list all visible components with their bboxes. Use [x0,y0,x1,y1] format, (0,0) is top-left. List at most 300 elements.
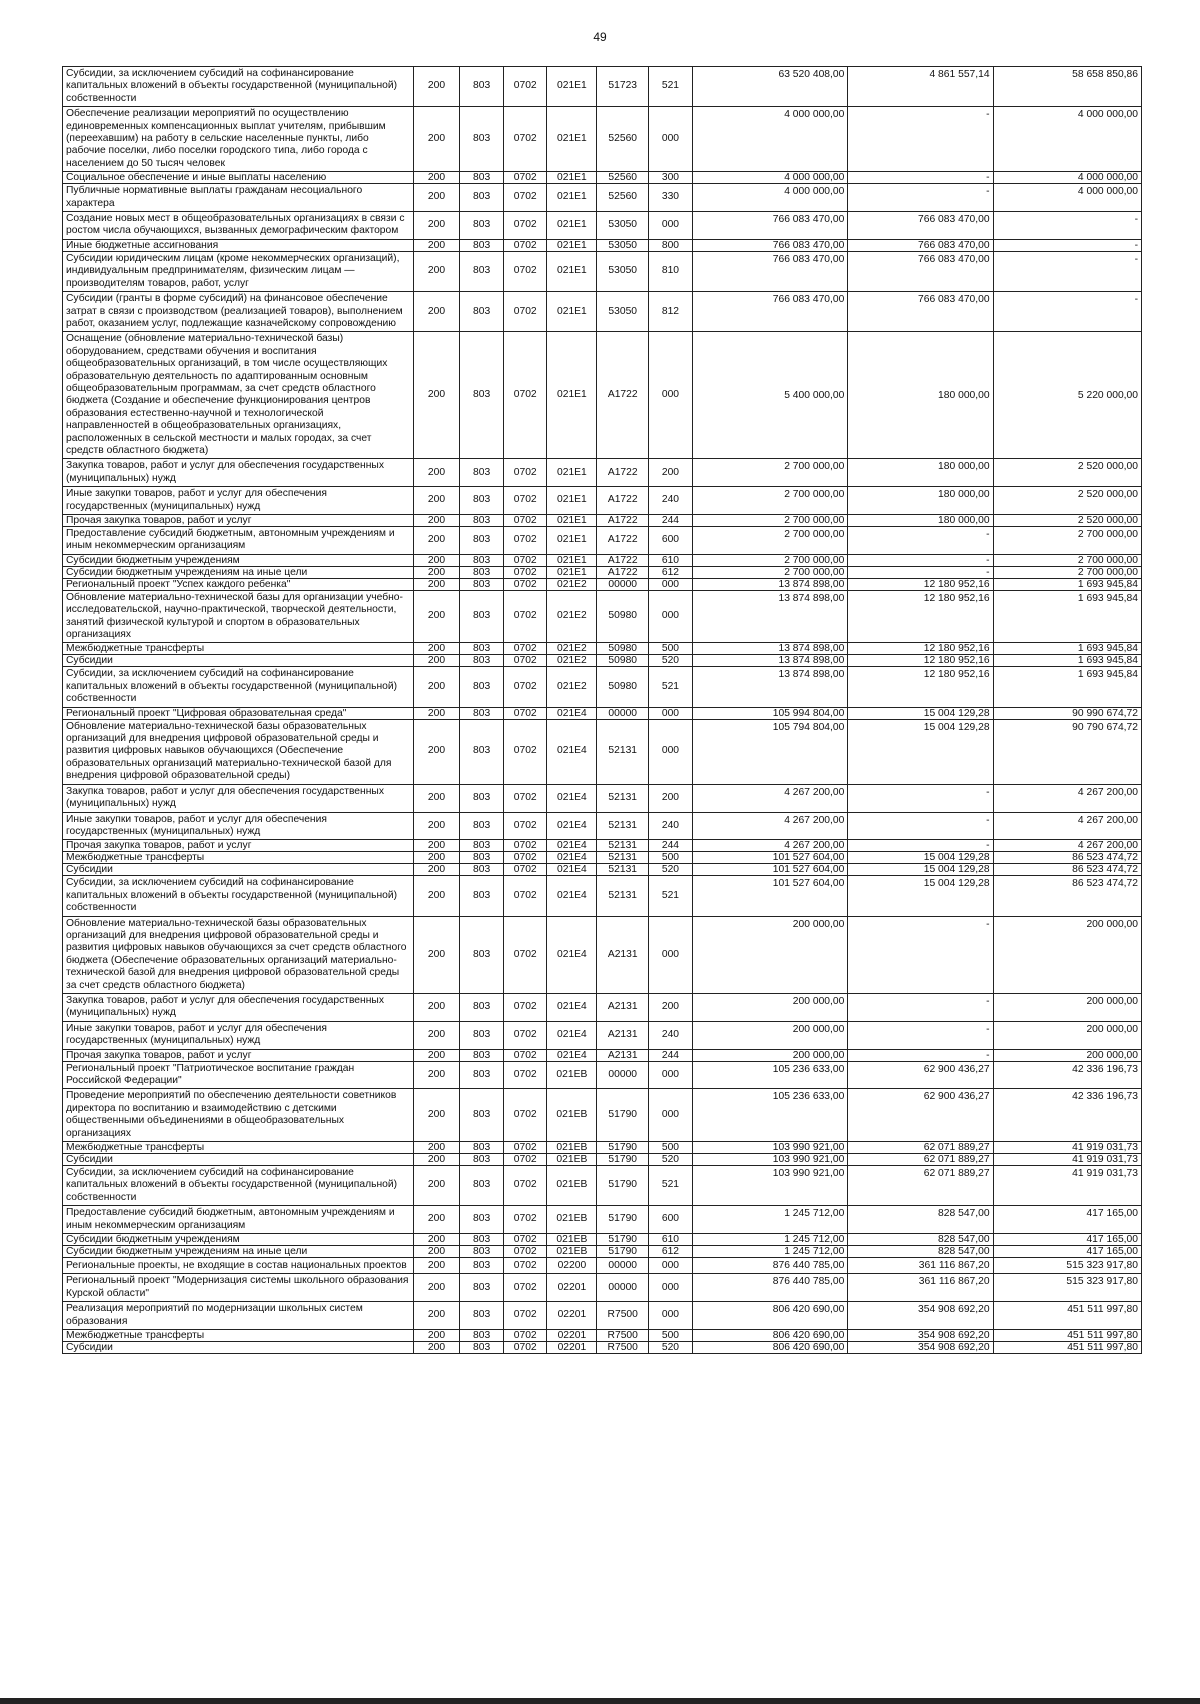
table-row [63,1246,1142,1258]
code-cell: 803 [460,916,504,993]
amount-cell: 4 267 200,00 [993,812,1141,840]
code-cell: 803 [460,554,504,566]
code-cell: 51790 [597,1142,649,1154]
code-cell: 021EB [547,1246,597,1258]
row-name: Иные закупки товаров, работ и услуг для обеспечения государственных (муниципальных) нужд [63,1021,414,1049]
code-cell: 200 [413,707,460,719]
code-cell: 803 [460,251,504,291]
code-cell: 0702 [503,643,547,655]
table-row [63,459,1142,487]
code-cell: 803 [460,1049,504,1061]
code-cell: 021E1 [547,487,597,515]
amount-cell: 4 000 000,00 [993,184,1141,212]
row-name: Межбюджетные трансферты [63,1142,414,1154]
code-cell: 021E4 [547,840,597,852]
amount-cell: 105 236 633,00 [692,1061,848,1089]
amount-cell: 101 527 604,00 [692,876,848,916]
page-number: 49 [593,30,607,44]
code-cell: 021EB [547,1089,597,1142]
amount-cell: 4 861 557,14 [848,67,993,107]
code-cell: 200 [413,1206,460,1234]
code-cell: 200 [413,864,460,876]
row-name: Обновление материально-технической базы образовательных организаций для внедрения цифровой образовательной среды и развития цифровых навыков обучающихся (Обеспечение образовательных организаций материально-технической базой для внедрения цифровой образовательной среды) [63,719,414,784]
code-cell: 0702 [503,172,547,184]
code-cell: 244 [649,515,693,527]
amount-cell: - [993,251,1141,291]
code-cell: 803 [460,864,504,876]
table-row [63,1089,1142,1142]
amount-cell: 180 000,00 [848,332,993,459]
table-row [63,554,1142,566]
code-cell: 0702 [503,1061,547,1089]
table-row [63,1061,1142,1089]
code-cell: 521 [649,876,693,916]
code-cell: 021E1 [547,184,597,212]
amount-cell: 90 790 674,72 [993,719,1141,784]
code-cell: A1722 [597,515,649,527]
code-cell: 200 [413,1234,460,1246]
table-row [63,212,1142,240]
row-name: Иные закупки товаров, работ и услуг для обеспечения государственных (муниципальных) нужд [63,812,414,840]
code-cell: 00000 [597,578,649,590]
amount-cell: 4 267 200,00 [993,840,1141,852]
code-cell: 803 [460,527,504,555]
code-cell: 330 [649,184,693,212]
code-cell: 244 [649,1049,693,1061]
code-cell: 803 [460,292,504,332]
amount-cell: - [848,784,993,812]
code-cell: 521 [649,667,693,707]
code-cell: 52131 [597,719,649,784]
table-row [63,184,1142,212]
code-cell: A1722 [597,566,649,578]
code-cell: 610 [649,554,693,566]
table-row [63,852,1142,864]
amount-cell: 2 700 000,00 [993,566,1141,578]
code-cell: 200 [413,251,460,291]
code-cell: 0702 [503,67,547,107]
code-cell: 200 [413,1330,460,1342]
table-row [63,1330,1142,1342]
row-name: Субсидии бюджетным учреждениям [63,1234,414,1246]
amount-cell: 1 245 712,00 [692,1246,848,1258]
code-cell: 0702 [503,459,547,487]
amount-cell: 766 083 470,00 [848,292,993,332]
amount-cell: 63 520 408,00 [692,67,848,107]
code-cell: 51790 [597,1206,649,1234]
code-cell: 52131 [597,840,649,852]
code-cell: 0702 [503,1154,547,1166]
row-name: Прочая закупка товаров, работ и услуг [63,515,414,527]
amount-cell: 515 323 917,80 [993,1274,1141,1302]
code-cell: 51790 [597,1166,649,1206]
table-row [63,292,1142,332]
amount-cell: 5 400 000,00 [692,332,848,459]
code-cell: 200 [413,1061,460,1089]
code-cell: 200 [413,1246,460,1258]
row-name: Субсидии (гранты в форме субсидий) на финансовое обеспечение затрат в связи с производством (реализацией товаров), выполнением работ, оказанием услуг, подлежащие казначейскому сопровождению [63,292,414,332]
code-cell: 52131 [597,784,649,812]
code-cell: 200 [413,784,460,812]
code-cell: 803 [460,1274,504,1302]
code-cell: 200 [413,515,460,527]
code-cell: 200 [413,459,460,487]
amount-cell: 13 874 898,00 [692,655,848,667]
code-cell: 240 [649,1021,693,1049]
code-cell: 000 [649,578,693,590]
code-cell: 50980 [597,643,649,655]
code-cell: 200 [649,784,693,812]
code-cell: 021E2 [547,655,597,667]
code-cell: 600 [649,1206,693,1234]
amount-cell: 15 004 129,28 [848,876,993,916]
code-cell: 50980 [597,590,649,643]
table-row [63,1234,1142,1246]
code-cell: 803 [460,590,504,643]
row-name: Региональный проект "Модернизация системы школьного образования Курской области" [63,1274,414,1302]
amount-cell: 2 700 000,00 [993,554,1141,566]
row-name: Обновление материально-технической базы образовательных организаций для внедрения цифровой образовательной среды и развития цифровых навыков обучающихся за счет средств областного бюджета (Обеспечение образовательных организаций материально-технической базой для внедрения цифровой образовательной среды за счет средств областного бюджета) [63,916,414,993]
code-cell: 0702 [503,1274,547,1302]
table-row [63,812,1142,840]
code-cell: A1722 [597,554,649,566]
table-row [63,1258,1142,1274]
code-cell: 803 [460,1021,504,1049]
amount-cell: 766 083 470,00 [692,239,848,251]
code-cell: 021E2 [547,643,597,655]
row-name: Субсидии бюджетным учреждениям на иные цели [63,1246,414,1258]
amount-cell: 4 267 200,00 [692,840,848,852]
code-cell: 02200 [547,1258,597,1274]
code-cell: 52131 [597,864,649,876]
code-cell: 521 [649,67,693,107]
code-cell: 200 [413,1089,460,1142]
code-cell: 200 [413,578,460,590]
code-cell: 500 [649,852,693,864]
budget-table [62,66,1142,1354]
code-cell: 0702 [503,667,547,707]
code-cell: 021EB [547,1234,597,1246]
code-cell: 53050 [597,292,649,332]
code-cell: 53050 [597,239,649,251]
code-cell: 610 [649,1234,693,1246]
amount-cell: 2 520 000,00 [993,487,1141,515]
amount-cell: 806 420 690,00 [692,1342,848,1354]
code-cell: 612 [649,1246,693,1258]
budget-table-sheet [62,66,1142,1354]
code-cell: 02201 [547,1342,597,1354]
code-cell: 000 [649,590,693,643]
code-cell: 803 [460,1302,504,1330]
row-name: Региональный проект "Патриотическое воспитание граждан Российской Федерации" [63,1061,414,1089]
code-cell: 240 [649,487,693,515]
amount-cell: 2 700 000,00 [993,527,1141,555]
code-cell: 021E4 [547,784,597,812]
amount-cell: 417 165,00 [993,1206,1141,1234]
amount-cell: 180 000,00 [848,487,993,515]
amount-cell: 4 000 000,00 [692,184,848,212]
code-cell: 200 [413,1342,460,1354]
amount-cell: 4 267 200,00 [692,784,848,812]
amount-cell: 1 693 945,84 [993,578,1141,590]
amount-cell: - [848,184,993,212]
code-cell: 0702 [503,1166,547,1206]
row-name: Иные закупки товаров, работ и услуг для обеспечения государственных (муниципальных) нужд [63,487,414,515]
amount-cell: - [993,292,1141,332]
code-cell: 021EB [547,1154,597,1166]
code-cell: 0702 [503,1089,547,1142]
code-cell: 0702 [503,1049,547,1061]
code-cell: 021E4 [547,852,597,864]
amount-cell: 2 700 000,00 [692,527,848,555]
row-name: Региональный проект "Успех каждого ребенка" [63,578,414,590]
code-cell: 500 [649,1142,693,1154]
code-cell: 520 [649,1154,693,1166]
amount-cell: 1 245 712,00 [692,1234,848,1246]
code-cell: 021EB [547,1061,597,1089]
amount-cell: 451 511 997,80 [993,1330,1141,1342]
code-cell: 803 [460,840,504,852]
amount-cell: 2 700 000,00 [692,487,848,515]
amount-cell: 828 547,00 [848,1206,993,1234]
code-cell: 200 [413,643,460,655]
code-cell: 51790 [597,1089,649,1142]
code-cell: A1722 [597,487,649,515]
code-cell: 803 [460,184,504,212]
amount-cell: 1 245 712,00 [692,1206,848,1234]
code-cell: 0702 [503,916,547,993]
code-cell: 200 [413,1142,460,1154]
code-cell: 520 [649,864,693,876]
amount-cell: 86 523 474,72 [993,852,1141,864]
code-cell: 021E1 [547,212,597,240]
amount-cell: 13 874 898,00 [692,643,848,655]
row-name: Субсидии [63,1154,414,1166]
code-cell: 021E2 [547,590,597,643]
amount-cell: 180 000,00 [848,515,993,527]
code-cell: 0702 [503,812,547,840]
code-cell: 0702 [503,515,547,527]
amount-cell: 766 083 470,00 [692,251,848,291]
row-name: Региональные проекты, не входящие в состав национальных проектов [63,1258,414,1274]
row-name: Предоставление субсидий бюджетным, автономным учреждениям и иным некоммерческим организациям [63,527,414,555]
amount-cell: 101 527 604,00 [692,852,848,864]
amount-cell: 200 000,00 [692,993,848,1021]
code-cell: 200 [413,655,460,667]
code-cell: 021E4 [547,1021,597,1049]
row-name: Субсидии [63,655,414,667]
amount-cell: - [848,527,993,555]
amount-cell: 4 000 000,00 [993,172,1141,184]
code-cell: 803 [460,1089,504,1142]
code-cell: A1722 [597,527,649,555]
row-name: Проведение мероприятий по обеспечению деятельности советников директора по воспитанию и взаимодействию с детскими общественными объединениями в общеобразовательных организациях [63,1089,414,1142]
code-cell: 803 [460,1246,504,1258]
amount-cell: 180 000,00 [848,459,993,487]
amount-cell: 12 180 952,16 [848,643,993,655]
amount-cell: 105 994 804,00 [692,707,848,719]
amount-cell: 105 236 633,00 [692,1089,848,1142]
code-cell: 0702 [503,1206,547,1234]
table-row [63,578,1142,590]
row-name: Предоставление субсидий бюджетным, автономным учреждениям и иным некоммерческим организациям [63,1206,414,1234]
code-cell: 803 [460,667,504,707]
code-cell: 021E4 [547,876,597,916]
amount-cell: 62 071 889,27 [848,1166,993,1206]
amount-cell: 15 004 129,28 [848,707,993,719]
row-name: Субсидии [63,1342,414,1354]
row-name: Закупка товаров, работ и услуг для обеспечения государственных (муниципальных) нужд [63,459,414,487]
code-cell: 200 [413,812,460,840]
table-row [63,993,1142,1021]
code-cell: 021E1 [547,172,597,184]
row-name: Субсидии бюджетным учреждениям [63,554,414,566]
table-row [63,590,1142,643]
code-cell: 50980 [597,655,649,667]
code-cell: 0702 [503,1302,547,1330]
code-cell: 0702 [503,566,547,578]
code-cell: 200 [413,1258,460,1274]
code-cell: 0702 [503,864,547,876]
code-cell: 51723 [597,67,649,107]
amount-cell: - [848,172,993,184]
code-cell: 021E1 [547,527,597,555]
amount-cell: - [993,239,1141,251]
table-row [63,566,1142,578]
code-cell: 52131 [597,876,649,916]
amount-cell: 200 000,00 [993,916,1141,993]
code-cell: 200 [413,1274,460,1302]
amount-cell: - [848,1049,993,1061]
code-cell: 0702 [503,239,547,251]
code-cell: 200 [413,590,460,643]
code-cell: 244 [649,840,693,852]
amount-cell: 417 165,00 [993,1234,1141,1246]
amount-cell: 2 700 000,00 [692,515,848,527]
table-row [63,667,1142,707]
code-cell: 02201 [547,1274,597,1302]
code-cell: 803 [460,643,504,655]
amount-cell: 451 511 997,80 [993,1302,1141,1330]
code-cell: 803 [460,655,504,667]
amount-cell: 876 440 785,00 [692,1274,848,1302]
amount-cell: 828 547,00 [848,1234,993,1246]
row-name: Закупка товаров, работ и услуг для обеспечения государственных (муниципальных) нужд [63,993,414,1021]
amount-cell: 354 908 692,20 [848,1342,993,1354]
table-row [63,172,1142,184]
amount-cell: 876 440 785,00 [692,1258,848,1274]
code-cell: 200 [649,993,693,1021]
code-cell: 200 [413,840,460,852]
code-cell: 200 [413,1049,460,1061]
code-cell: R7500 [597,1342,649,1354]
amount-cell: 42 336 196,73 [993,1089,1141,1142]
code-cell: 0702 [503,1330,547,1342]
code-cell: 200 [413,292,460,332]
amount-cell: 13 874 898,00 [692,667,848,707]
code-cell: 53050 [597,251,649,291]
code-cell: 021EB [547,1206,597,1234]
table-row [63,487,1142,515]
amount-cell: 41 919 031,73 [993,1142,1141,1154]
code-cell: 200 [413,239,460,251]
table-row [63,251,1142,291]
code-cell: 021E4 [547,864,597,876]
code-cell: 52560 [597,184,649,212]
code-cell: 000 [649,107,693,172]
code-cell: 0702 [503,1246,547,1258]
row-name: Прочая закупка товаров, работ и услуг [63,1049,414,1061]
code-cell: 600 [649,527,693,555]
table-row [63,864,1142,876]
code-cell: 803 [460,172,504,184]
amount-cell: 1 693 945,84 [993,655,1141,667]
row-name: Региональный проект "Цифровая образовательная среда" [63,707,414,719]
amount-cell: 12 180 952,16 [848,590,993,643]
amount-cell: 766 083 470,00 [848,212,993,240]
code-cell: 0702 [503,719,547,784]
table-row [63,876,1142,916]
code-cell: 000 [649,1061,693,1089]
code-cell: 803 [460,515,504,527]
code-cell: R7500 [597,1302,649,1330]
code-cell: 0702 [503,212,547,240]
amount-cell: 766 083 470,00 [848,251,993,291]
code-cell: 021E2 [547,578,597,590]
table-row [63,643,1142,655]
row-name: Субсидии, за исключением субсидий на софинансирование капитальных вложений в объекты государственной (муниципальной) собственности [63,67,414,107]
page-frame-bottom [0,1698,1200,1704]
table-row [63,655,1142,667]
table-row [63,707,1142,719]
code-cell: 52131 [597,852,649,864]
code-cell: 200 [413,332,460,459]
code-cell: 803 [460,812,504,840]
code-cell: 240 [649,812,693,840]
code-cell: 200 [413,172,460,184]
code-cell: 0702 [503,107,547,172]
amount-cell: 200 000,00 [993,1049,1141,1061]
code-cell: 51790 [597,1154,649,1166]
row-name: Публичные нормативные выплаты гражданам несоциального характера [63,184,414,212]
amount-cell: 451 511 997,80 [993,1342,1141,1354]
amount-cell: 2 700 000,00 [692,566,848,578]
code-cell: 021E4 [547,916,597,993]
code-cell: 803 [460,1206,504,1234]
code-cell: 000 [649,916,693,993]
code-cell: 803 [460,876,504,916]
code-cell: 200 [413,212,460,240]
amount-cell: 62 071 889,27 [848,1154,993,1166]
code-cell: 000 [649,707,693,719]
amount-cell: 12 180 952,16 [848,655,993,667]
amount-cell: 15 004 129,28 [848,852,993,864]
code-cell: 0702 [503,1342,547,1354]
row-name: Межбюджетные трансферты [63,852,414,864]
amount-cell: 361 116 867,20 [848,1258,993,1274]
amount-cell: 86 523 474,72 [993,864,1141,876]
amount-cell: - [848,554,993,566]
code-cell: 803 [460,332,504,459]
code-cell: 021E4 [547,719,597,784]
code-cell: 803 [460,1142,504,1154]
amount-cell: 2 700 000,00 [692,459,848,487]
code-cell: 021E1 [547,67,597,107]
code-cell: 803 [460,239,504,251]
code-cell: 200 [413,487,460,515]
amount-cell: 41 919 031,73 [993,1166,1141,1206]
code-cell: 0702 [503,292,547,332]
